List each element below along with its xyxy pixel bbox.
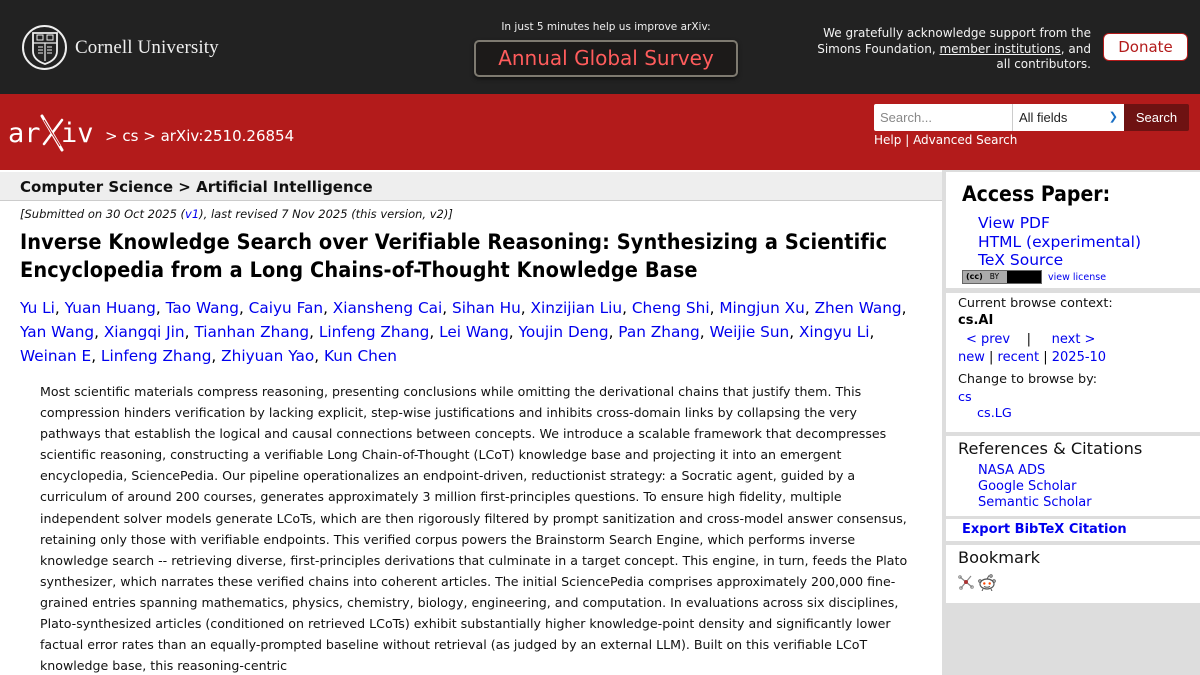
support-line-1: We gratefully acknowledge support from the <box>823 26 1091 40</box>
export-bibtex-link[interactable]: Export BibTeX Citation <box>962 522 1127 537</box>
top-banner <box>0 0 1200 94</box>
search-field-select[interactable] <box>1012 104 1124 131</box>
next-link[interactable]: next > <box>1051 332 1096 347</box>
author-link[interactable]: Caiyu Fan <box>248 299 324 317</box>
author-separator: , <box>238 299 249 317</box>
dateline-text: [Submitted on 30 Oct 2025 ( <box>20 207 186 221</box>
author-separator: , <box>789 323 799 341</box>
search-help-links <box>874 133 1017 147</box>
author-link[interactable]: Youjin Deng <box>518 323 609 341</box>
tex-source-link[interactable]: TeX Source <box>978 251 1064 269</box>
author-separator: , <box>429 323 440 341</box>
cc-label: (cc) <box>963 271 986 283</box>
access-paper-box <box>946 172 1200 288</box>
new-link[interactable]: new <box>958 350 985 365</box>
author-separator: , <box>709 299 720 317</box>
browse-cs-lg-link[interactable]: cs.LG <box>977 406 1012 421</box>
author-separator: , <box>804 299 815 317</box>
nav-separator: | <box>1026 332 1031 347</box>
dateline-text: ), last revised 7 Nov 2025 (this version, v2)] <box>199 207 453 221</box>
support-text: Simons Foundation, <box>817 41 940 56</box>
author-link[interactable]: Linfeng Zhang <box>100 347 212 365</box>
abstract: Most scientific materials compress reasoning, presenting conclusions while omitting the derivational chains that justify them. This compression hinders verification by lacking explicit, step-wise justifications and inhibits cross-domain links by collapsing the very pathways that establish the logical and causal connections between concepts. We introduce a scalable framework that decompresses scientific reasoning, constructing a verifiable Long Chain-of-Thought (LCoT) knowledge base and projecting it into an emergent encyclopedia, SciencePedia. Our pipeline operationalizes an endpoint-driven, reductionist strategy: a Socratic agent, guided by a curriculum of around 200 courses, generates approximately 3 million first-principles questions. To ensure high fidelity, multiple independent solver models generate LCoTs, which are then rigorously filtered by prompt sanitization and cross-model answer consensus, retaining only those with verifiable endpoints. This verified corpus powers the Brainstorm Search Engine, which performs inverse knowledge search -- retrieving diverse, first-principles derivations that culminate in a target concept. This engine, in turn, feeds the Plato synthesizer, which narrates these verified chains into coherent articles. The initial SciencePedia comprises approximately 200,000 fine-grained entries spanning mathematics, physics, chemistry, biology, engineering, and computation. In evaluations across six disciplines, Plato-synthesized articles (conditioned on retrieved LCoTs) exhibit substantially higher knowledge-point density and significantly lower factual error rates than an equally-prompted baseline without retrieval (as judged by an external LLM). Built on this verifiable LCoT knowledge base, this reasoning-centric <box>40 384 908 674</box>
author-separator: , <box>699 323 710 341</box>
browse-context-label: Current browse context: <box>958 296 1113 311</box>
help-link[interactable]: Help <box>874 133 902 147</box>
author-link[interactable]: Zhen Wang <box>814 299 902 317</box>
survey-prompt: In just 5 minutes help us improve arXiv: <box>501 21 711 33</box>
change-browse-label: Change to browse by: <box>958 372 1098 387</box>
donate-button[interactable]: Donate <box>1103 33 1188 61</box>
author-separator: , <box>314 347 324 365</box>
bookmark-box <box>946 545 1200 603</box>
author-link[interactable]: Yuan Huang <box>64 299 156 317</box>
author-link[interactable]: Lei Wang <box>439 323 509 341</box>
author-link[interactable]: Tao Wang <box>165 299 239 317</box>
annual-global-survey-button[interactable]: Annual Global Survey <box>474 40 738 77</box>
author-link[interactable]: Xinzijian Liu <box>530 299 623 317</box>
survey-promo <box>470 21 742 77</box>
author-separator: , <box>520 299 531 317</box>
arxiv-header <box>0 94 1200 170</box>
html-experimental-link[interactable]: HTML (experimental) <box>978 232 1141 251</box>
author-list <box>20 296 935 368</box>
author-link[interactable]: Sihan Hu <box>451 299 521 317</box>
search-form <box>874 104 1189 131</box>
nav-separator: | <box>989 350 994 365</box>
bookmark-title: Bookmark <box>958 548 1041 567</box>
browse-cs-link[interactable]: cs <box>958 390 972 405</box>
support-text: , and <box>1060 41 1091 56</box>
author-link[interactable]: Xingyu Li <box>798 323 870 341</box>
author-separator: , <box>54 299 65 317</box>
author-link[interactable]: Yu Li <box>20 299 55 317</box>
svg-text:iv: iv <box>61 118 94 149</box>
license-row <box>962 270 1106 284</box>
author-separator: , <box>211 347 222 365</box>
access-links <box>978 214 1141 270</box>
author-link[interactable]: Tianhan Zhang <box>194 323 310 341</box>
link-separator: | <box>905 133 910 147</box>
reddit-icon[interactable] <box>978 574 996 595</box>
advanced-search-link[interactable]: Advanced Search <box>913 133 1018 147</box>
member-institutions-link[interactable]: member institutions <box>939 41 1061 56</box>
nav-separator: | <box>1043 350 1048 365</box>
view-license-link[interactable]: view license <box>1048 271 1107 283</box>
subject-header <box>0 172 942 201</box>
cc-by-license-icon[interactable] <box>962 270 1042 284</box>
nasa-ads-link[interactable]: NASA ADS <box>978 463 1046 478</box>
arxiv-logo-icon[interactable] <box>8 112 103 152</box>
author-separator: , <box>323 299 333 317</box>
recent-link[interactable]: recent <box>997 350 1040 365</box>
author-separator: , <box>608 323 619 341</box>
breadcrumb <box>105 127 294 145</box>
semantic-scholar-link[interactable]: Semantic Scholar <box>978 495 1092 510</box>
cornell-logo-link[interactable] <box>22 25 219 70</box>
author-separator: , <box>622 299 632 317</box>
author-link[interactable]: Weinan E <box>20 347 92 365</box>
author-link[interactable]: Zhiyuan Yao <box>221 347 315 365</box>
prev-link[interactable]: < prev <box>966 332 1011 347</box>
author-separator: , <box>309 323 319 341</box>
search-field-value: All fields <box>1019 110 1068 125</box>
author-link[interactable]: Xiansheng Cai <box>332 299 443 317</box>
month-link[interactable]: 2025-10 <box>1051 350 1107 365</box>
prev-next-nav <box>966 332 1095 347</box>
author-link[interactable]: Yan Wang <box>20 323 95 341</box>
chevron-down-icon: ❯ <box>1108 111 1118 123</box>
author-separator: , <box>901 299 907 317</box>
author-link[interactable]: Linfeng Zhang <box>318 323 430 341</box>
subject-title: Computer Science > Artificial Intelligence <box>20 178 373 196</box>
listing-links <box>958 350 1106 365</box>
author-link[interactable]: Mingjun Xu <box>719 299 805 317</box>
google-scholar-link[interactable]: Google Scholar <box>978 479 1077 494</box>
paper-title: Inverse Knowledge Search over Verifiable Reasoning: Synthesizing a Scientific Encyclopedia from a Long Chains-of-Thought Knowledge Base <box>20 230 888 283</box>
author-link[interactable]: Xiangqi Jin <box>103 323 185 341</box>
author-separator: , <box>184 323 195 341</box>
support-acknowledgement <box>791 26 1091 73</box>
author-link[interactable]: Kun Chen <box>323 347 397 365</box>
breadcrumb-separator: > <box>105 127 118 145</box>
access-paper-title: Access Paper: <box>962 182 1111 206</box>
submission-dateline <box>20 207 453 221</box>
author-separator: , <box>508 323 519 341</box>
cornell-university-name: Cornell University <box>75 36 219 58</box>
author-separator: , <box>869 323 875 341</box>
bookmark-icons <box>958 574 996 595</box>
bibtex-box <box>946 519 1200 541</box>
browse-context-value: cs.AI <box>958 313 994 328</box>
references-citations-box <box>946 436 1200 516</box>
search-input[interactable] <box>874 104 1012 131</box>
view-pdf-link[interactable]: View PDF <box>978 214 1050 232</box>
author-separator: , <box>94 323 104 341</box>
author-link[interactable]: Weijie Sun <box>709 323 790 341</box>
browse-context-box <box>946 293 1200 432</box>
support-line-3: all contributors. <box>996 57 1091 71</box>
breadcrumb-paper-id: arXiv:2510.26854 <box>160 127 295 145</box>
version-v1-link[interactable]: v1 <box>185 207 200 221</box>
author-link[interactable]: Cheng Shi <box>631 299 710 317</box>
author-link[interactable]: Pan Zhang <box>618 323 700 341</box>
bibsonomy-icon[interactable] <box>958 574 974 595</box>
breadcrumb-cs-link[interactable]: cs <box>122 127 139 145</box>
search-button[interactable]: Search <box>1124 104 1189 131</box>
author-separator: , <box>442 299 452 317</box>
references-links <box>978 463 1092 511</box>
svg-text:ar: ar <box>8 118 41 149</box>
by-label: BY <box>986 271 1007 283</box>
author-separator: , <box>155 299 166 317</box>
references-title: References & Citations <box>958 439 1143 458</box>
breadcrumb-separator: > <box>143 127 156 145</box>
cornell-seal-icon <box>22 25 67 70</box>
author-separator: , <box>91 347 101 365</box>
support-line-2 <box>791 42 1091 58</box>
